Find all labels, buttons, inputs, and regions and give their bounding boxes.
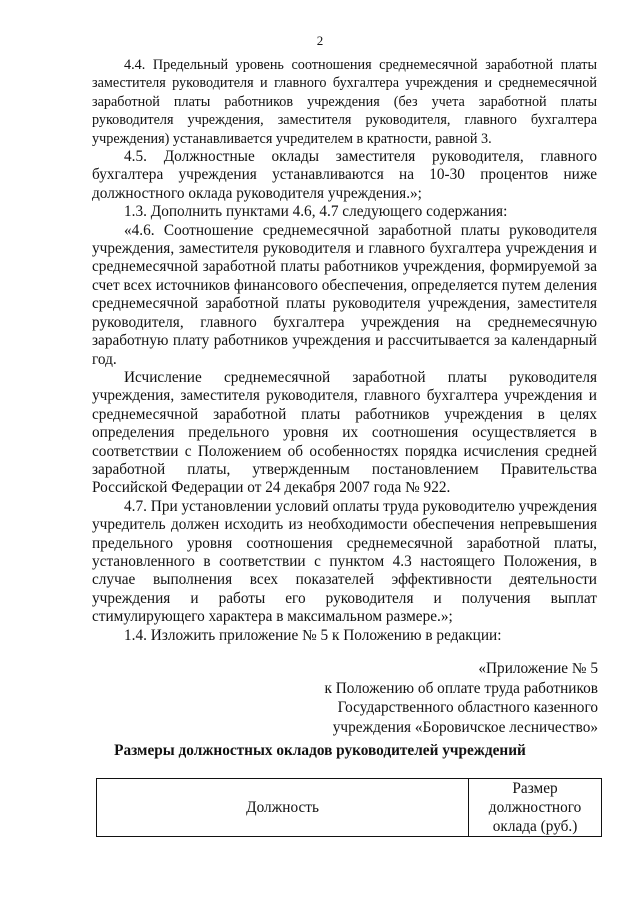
document-body — [92, 56, 597, 645]
appendix-line-3: Государственного областного казенного — [337, 699, 598, 716]
page-number: 2 — [316, 33, 324, 48]
column-header-salary: Размер должностного оклада (руб.) — [469, 779, 602, 837]
paragraph-1-4: 1.4. Изложить приложение № 5 к Положению в редакции: — [124, 626, 502, 644]
salary-table — [96, 778, 602, 837]
paragraph-4-6: «4.6. Соотношение среднемесячной заработной платы руководителя учреждения, заместителя руководителя и главного бухгалтера учреждения и среднемесячной заработной платы работников учреждения, формируемой за счет всех источников финансового обеспечения, определяется путем деления среднемесячной заработной платы руководителя учреждения, заместителя руководителя, главного бухгалтера учреждения на среднемесячную заработную плату работников учреждения и рассчитывается за календарный год. — [92, 221, 597, 368]
paragraph-calculation: Исчисление среднемесячной заработной платы руководителя учреждения, заместителя руководителя, главного бухгалтера учреждения и среднемесячной заработной платы работников учреждения в целях определения предельного уровня их соотношения осуществляется в соответствии с Положением об особенностях порядка исчисления средней заработной платы, утвержденным постановлением Правительства Российской Федерации от 24 декабря 2007 года № 922. — [92, 368, 597, 497]
appendix-header — [325, 659, 599, 737]
appendix-line-2: к Положению об оплате труда работников — [324, 679, 598, 697]
paragraph-4-5: 4.5. Должностные оклады заместителя руководителя, главного бухгалтера учреждения устанавливаются на 10-30 процентов ниже должностного оклада руководителя учреждения.»; — [92, 148, 597, 202]
appendix-line-1: «Приложение № 5 — [478, 660, 598, 677]
table-title: Размеры должностных окладов руководителей учреждений — [114, 742, 526, 759]
appendix-line-4: учреждения «Боровичское лесничество» — [332, 718, 598, 736]
table-header-row — [97, 779, 602, 837]
paragraph-1-3: 1.3. Дополнить пунктами 4.6, 4.7 следующего содержания: — [124, 203, 508, 221]
paragraph-4-7: 4.7. При установлении условий оплаты труда руководителю учреждения учредитель должен исходить из необходимости обеспечения непревышения предельного уровня соотношения среднемесячной заработной платы, установленного в соответствии с пунктом 4.3 настоящего Положения, в случае выполнения всех показателей эффективности деятельности учреждения и работы его руководителя и получения выплат стимулирующего характера в максимальном размере.»; — [92, 497, 597, 626]
column-header-position: Должность — [97, 779, 469, 837]
paragraph-4-4: 4.4. Предельный уровень соотношения среднемесячной заработной платы заместителя руководителя и главного бухгалтера учреждения и среднемесячной заработной платы работников учреждения (без учета заработной платы руководителя учреждения, заместителя руководителя, главного бухгалтера учреждения) устанавливается учредителем в кратности, равной 3. — [92, 57, 597, 147]
